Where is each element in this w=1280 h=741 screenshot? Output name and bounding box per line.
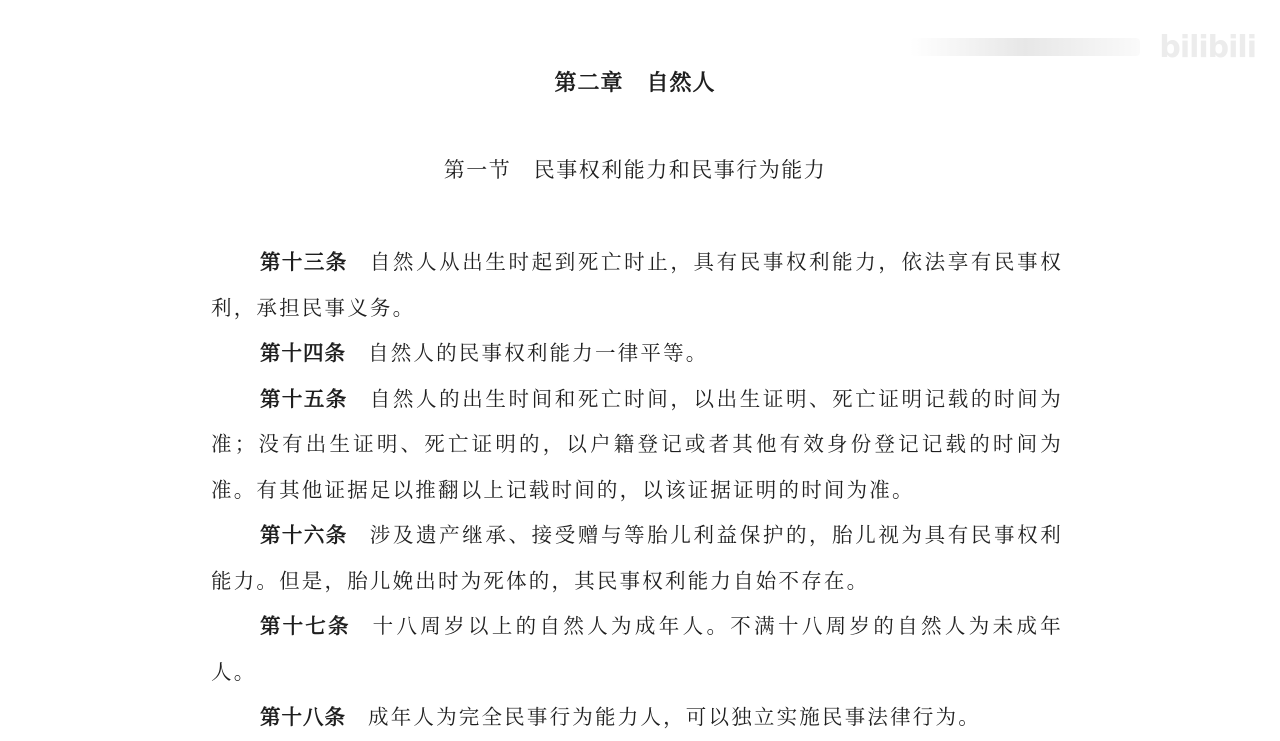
section-title: 第一节 民事权利能力和民事行为能力 [443,158,827,182]
article-number: 第十五条 [260,386,348,411]
article-list [211,240,1063,741]
article-15 [211,377,1063,514]
article-text: 自然人从出生时起到死亡时止，具有民事权利能力，依法享有民事权利，承担民事义务。 [211,250,1064,320]
article-number: 第十七条 [260,614,351,638]
article-13 [211,240,1063,331]
article-number: 第十四条 [260,341,346,365]
chapter-title: 第二章 自然人 [554,70,716,96]
article-text: 十八周岁以上的自然人为成年人。不满十八周岁的自然人为未成年人。 [211,614,1063,684]
watermark-text-blur [910,38,1140,56]
bilibili-logo: bilibili [1159,30,1256,65]
article-text: 成年人为完全民事行为能力人，可以独立实施民事法律行为。 [368,705,981,729]
article-number: 第十三条 [260,250,348,274]
article-17 [211,604,1063,695]
article-number: 第十六条 [260,523,348,547]
article-text: 自然人的民事权利能力一律平等。 [368,341,709,365]
article-text: 涉及遗产继承、接受赠与等胎儿利益保护的，胎儿视为具有民事权利能力。但是，胎儿娩出时为死体的，其民事权利能力自始不存在。 [211,523,1064,593]
article-14 [211,331,1063,377]
article-number: 第十八条 [260,705,346,729]
article-text: 自然人的出生时间和死亡时间，以出生证明、死亡证明记载的时间为准；没有出生证明、死亡证明的，以户籍登记或者其他有效身份登记记载的时间为准。有其他证据足以推翻以上记载时间的，以该证据证明的时间为准。 [211,386,1064,502]
article-16 [211,513,1063,604]
article-18 [211,695,1063,741]
